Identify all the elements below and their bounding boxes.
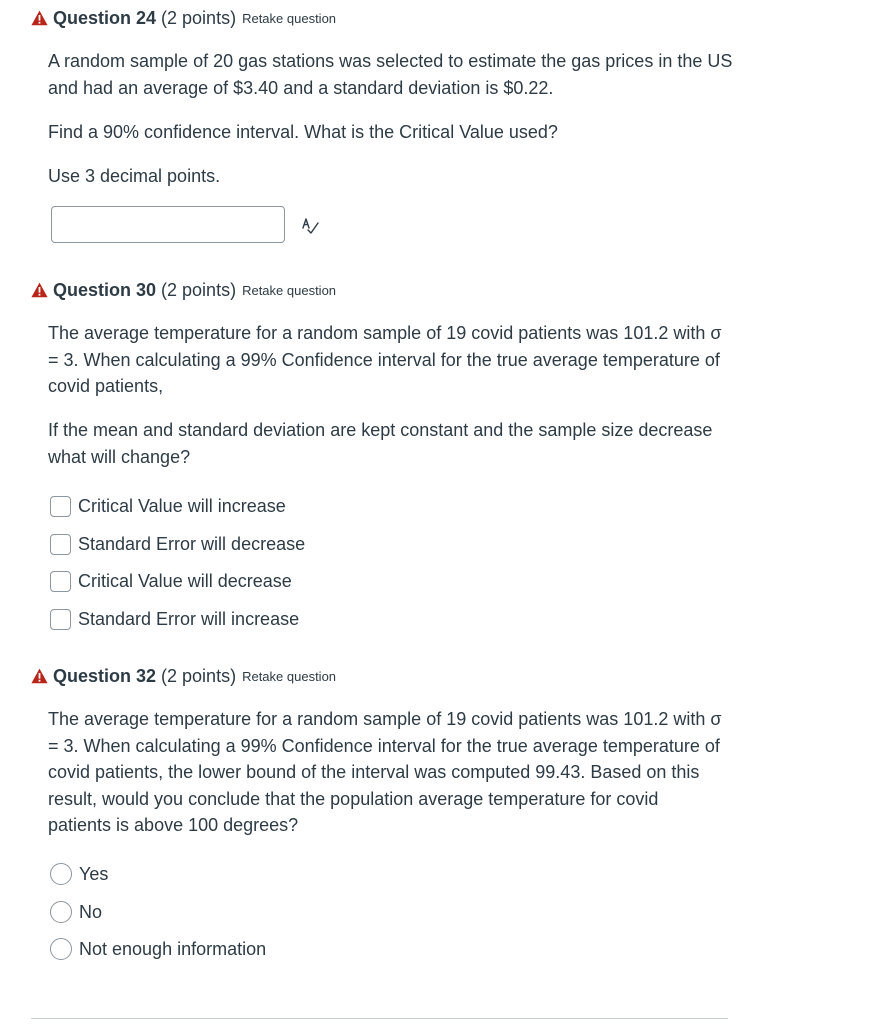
question-30-points: (2 points) — [161, 279, 237, 300]
option-checkbox[interactable] — [50, 609, 71, 630]
option-label: Standard Error will increase — [78, 608, 300, 629]
question-30-prompt-line: = 3. When calculating a 99% Confidence interval for the true average temperature of — [48, 349, 720, 370]
option-radio[interactable] — [50, 863, 72, 885]
question-30-option[interactable] — [50, 568, 292, 594]
question-32-prompt — [48, 706, 738, 839]
question-32-retake-link[interactable]: Retake question — [242, 668, 337, 684]
question-30-title: Question 30 — [53, 279, 157, 300]
warning-icon — [31, 668, 48, 684]
question-32-prompt-line: = 3. When calculating a 99% Confidence interval for the true average temperature of — [48, 735, 720, 756]
question-24-answer-input[interactable] — [51, 206, 285, 243]
question-30-prompt — [48, 320, 738, 400]
question-30-prompt-line: The average temperature for a random sample of 19 covid patients was 101.2 with σ — [48, 323, 722, 343]
question-30-retake-link[interactable]: Retake question — [242, 282, 337, 298]
question-32-option[interactable] — [50, 899, 102, 925]
option-checkbox[interactable] — [50, 534, 71, 555]
option-checkbox[interactable] — [50, 496, 71, 517]
question-24-prompt-line: A random sample of 20 gas stations was selected to estimate the gas prices in the US — [48, 51, 733, 71]
option-checkbox[interactable] — [50, 571, 71, 592]
question-30-option[interactable] — [50, 531, 305, 557]
section-divider — [31, 1018, 728, 1019]
question-32-prompt-line: result, would you conclude that the population average temperature for covid — [48, 788, 659, 809]
question-24-prompt-line: and had an average of $3.40 and a standard deviation is $0.22. — [48, 77, 554, 98]
question-30-prompt-line: covid patients, — [48, 376, 164, 396]
question-24-precision-note: Use 3 decimal points. — [48, 166, 221, 186]
question-24-retake-link[interactable]: Retake question — [242, 10, 337, 26]
question-30-option[interactable] — [50, 493, 286, 519]
question-30-followup — [48, 417, 738, 470]
question-32-points: (2 points) — [161, 665, 237, 686]
option-label: Standard Error will decrease — [78, 533, 306, 554]
question-30-option[interactable] — [50, 606, 299, 632]
warning-icon — [31, 282, 48, 298]
warning-icon — [31, 10, 48, 26]
option-label: Critical Value will increase — [78, 495, 286, 516]
option-label: Yes — [79, 863, 109, 884]
question-32-prompt-line: The average temperature for a random sample of 19 covid patients was 101.2 with σ — [48, 709, 722, 729]
question-24-instruction: Find a 90% confidence interval. What is the Critical Value used? — [48, 122, 558, 142]
question-32-option[interactable] — [50, 936, 266, 962]
question-24-points: (2 points) — [161, 7, 237, 28]
question-24-header — [31, 6, 336, 30]
question-30-followup-line: what will change? — [48, 446, 191, 467]
question-32-option[interactable] — [50, 861, 108, 887]
question-24-prompt — [48, 48, 738, 101]
question-32-title: Question 32 — [53, 665, 157, 686]
option-radio[interactable] — [50, 901, 72, 923]
option-label: Critical Value will decrease — [78, 570, 292, 591]
spellcheck-icon[interactable] — [300, 215, 320, 235]
question-32-header — [31, 664, 336, 688]
question-32-prompt-line: covid patients, the lower bound of the interval was computed 99.43. Based on this — [48, 762, 700, 782]
option-radio[interactable] — [50, 938, 72, 960]
option-label: No — [79, 901, 103, 922]
question-30-followup-line: If the mean and standard deviation are kept constant and the sample size decrease — [48, 420, 713, 440]
question-30-header — [31, 278, 336, 302]
option-label: Not enough information — [79, 938, 267, 959]
question-32-prompt-line: patients is above 100 degrees? — [48, 815, 299, 835]
question-24-title: Question 24 — [53, 7, 157, 28]
